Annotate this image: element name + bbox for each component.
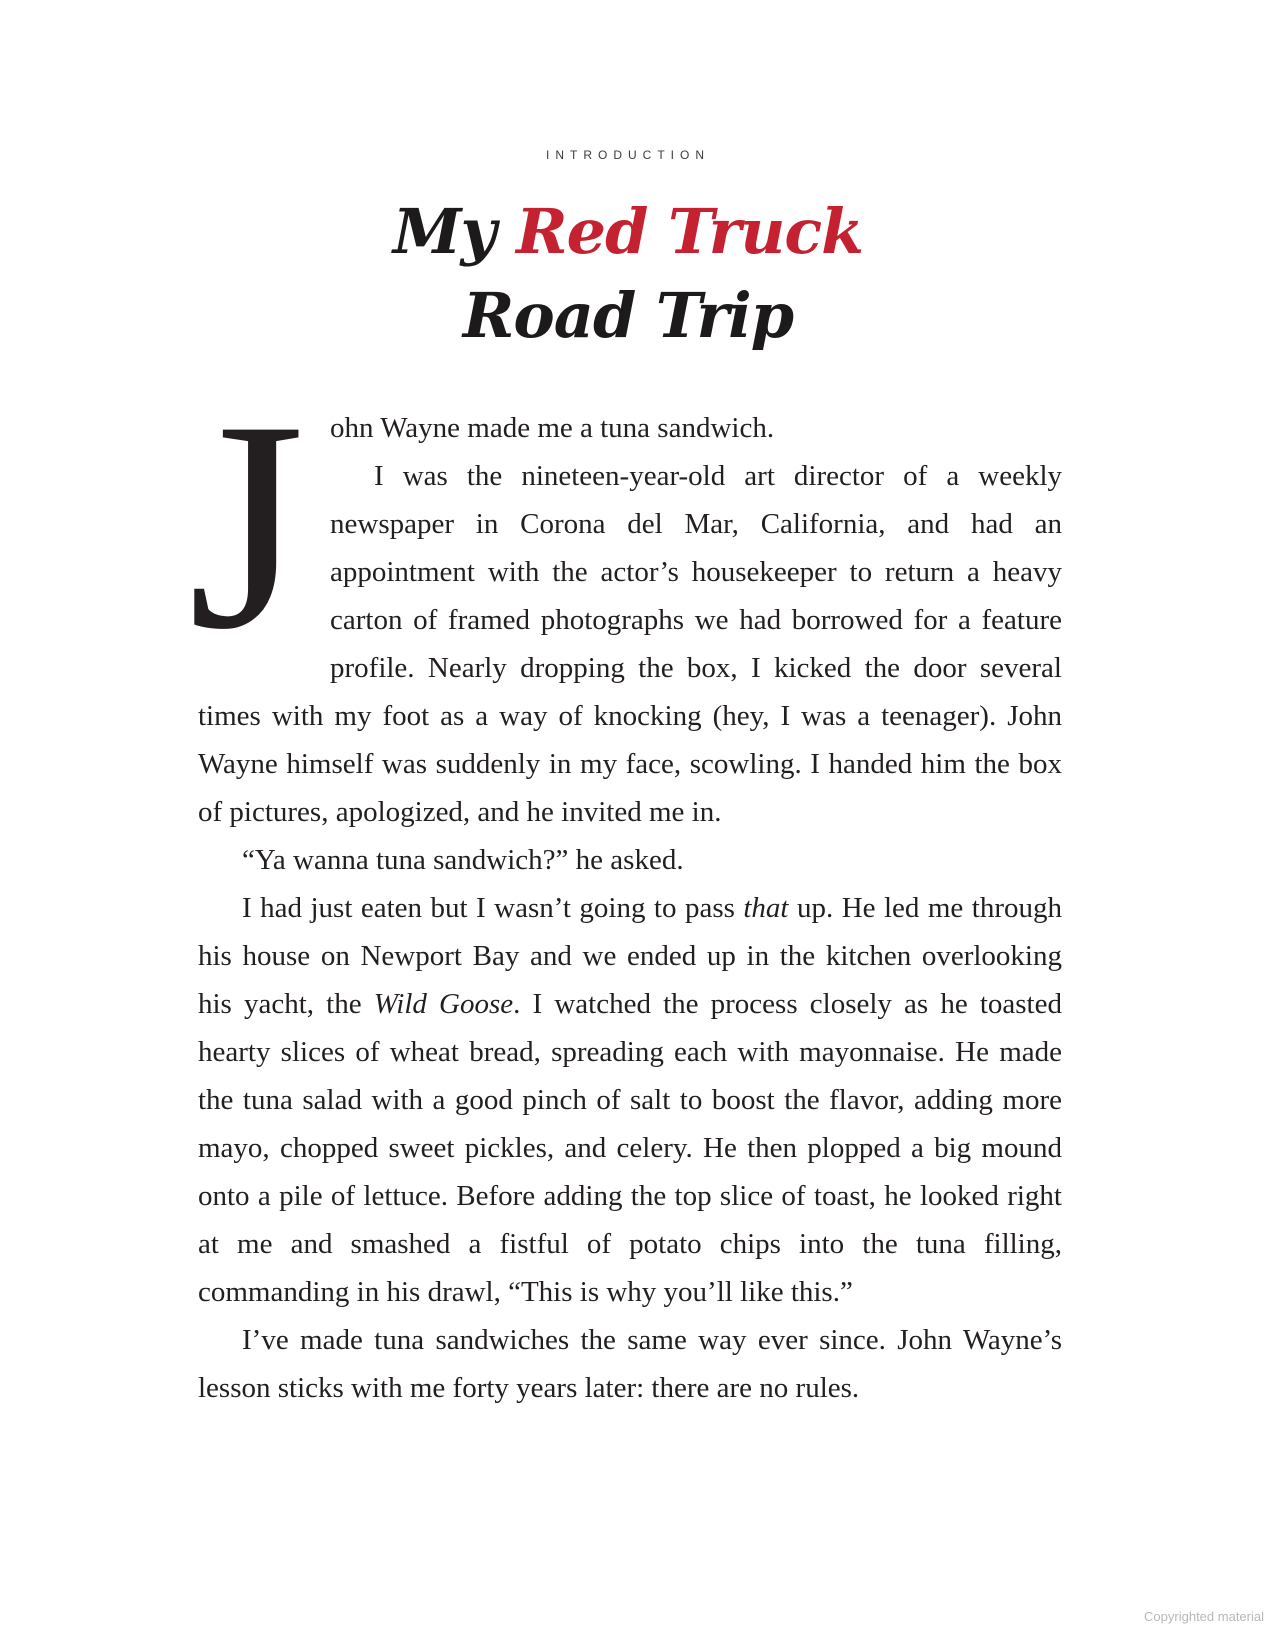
paragraph-1: ohn Wayne made me a tuna sandwich.: [330, 412, 775, 444]
paragraph-4-part-c: . I watched the process closely as he toasted hearty slices of wheat bread, spreading each with mayonnaise. He made the tuna salad with a good pinch of salt to boost the flavor, adding more mayo, chopped sweet pickles, and celery. He then plopped a big mound onto a pile of lettuce. Before adding the top slice of toast, he looked right at me and smashed a fistful of potato chips into the tuna filling, commanding in his drawl, “This is why you’ll like this.”: [198, 988, 1062, 1308]
paragraph-4-part-b: up. He led me through his house on Newport Bay and we ended up in the kitchen overlooking his yacht, the: [198, 892, 1062, 1020]
drop-cap: J: [188, 359, 305, 691]
copyright-watermark: Copyrighted material: [1144, 1609, 1264, 1624]
page-title: [0, 190, 1256, 358]
article-body: [188, 359, 1062, 1412]
title-part-1: My: [392, 195, 517, 268]
paragraph-4-italic: that: [743, 892, 789, 924]
section-eyebrow: INTRODUCTION: [546, 148, 710, 162]
title-line-1: [0, 190, 1256, 274]
paragraph-3: “Ya wanna tuna sandwich?” he asked.: [242, 844, 684, 876]
title-accent: Red Truck: [516, 195, 864, 268]
paragraph-2: I was the nineteen-year-old art director of a weekly newspaper in Corona del Mar, California, and had an appointment with the actor’s housekeeper to return a heavy carton of framed photographs we had borrowed for a feature profile. Nearly dropping the box, I kicked the door several times with my foot as a way of knocking (hey, I was a teenager). John Wayne himself was suddenly in my face, scowling. I handed him the box of pictures, apologized, and he invited me in.: [198, 460, 1062, 828]
title-line-2: Road Trip: [462, 279, 794, 352]
paragraph-4-italic-2: Wild Goose: [373, 988, 514, 1020]
paragraph-4-part-a: I had just eaten but I wasn’t going to pass: [242, 892, 744, 924]
paragraph-4: [198, 884, 1062, 1316]
paragraph-5: I’ve made tuna sandwiches the same way ever since. John Wayne’s lesson sticks with me forty years later: there are no rules.: [198, 1324, 1062, 1404]
